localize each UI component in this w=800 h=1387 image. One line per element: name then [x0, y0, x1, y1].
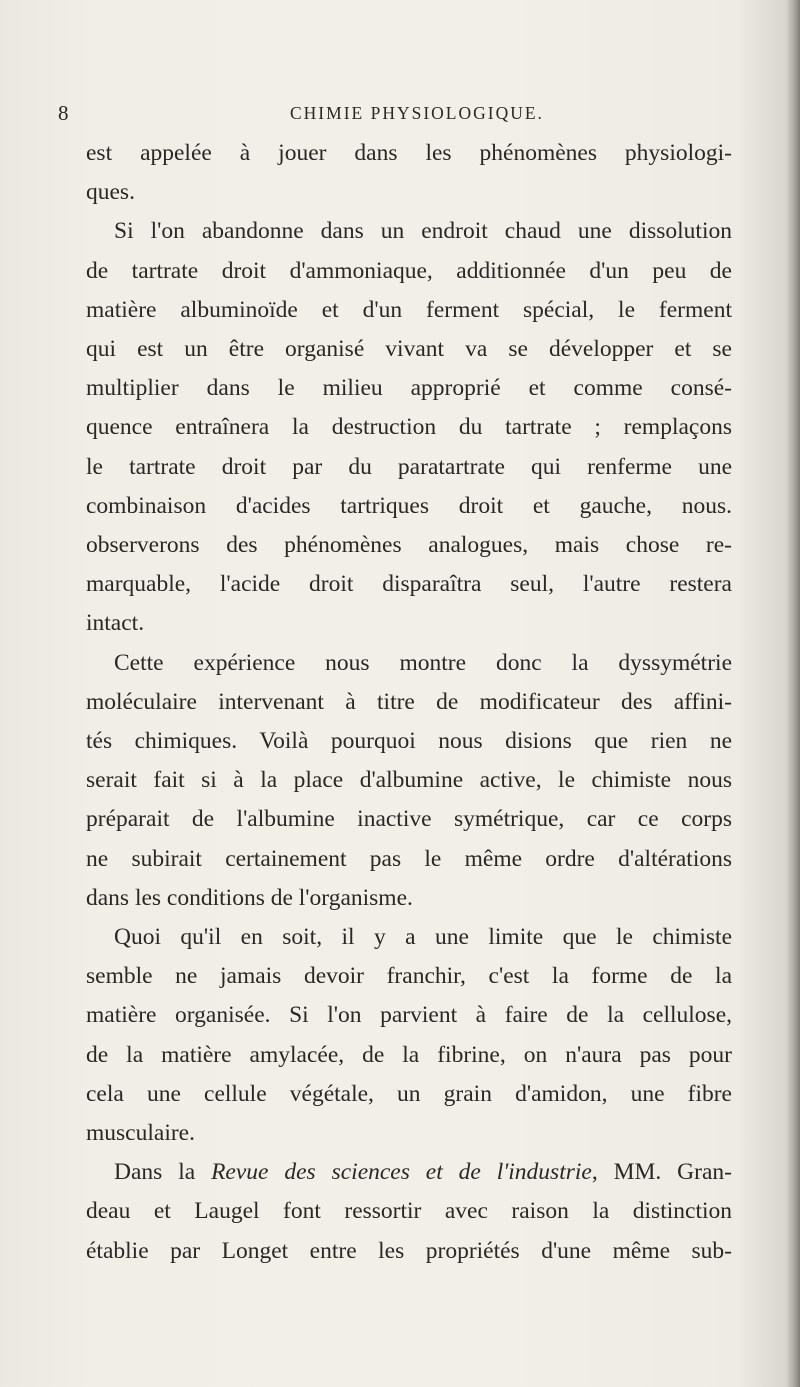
text-line: multiplier dans le milieu approprié et comme consé-	[86, 375, 732, 402]
page-number: 8	[58, 101, 69, 125]
body-text	[86, 134, 732, 1271]
paragraph-4	[86, 918, 732, 1153]
paragraph-3	[86, 644, 732, 918]
text-line: ques.	[86, 179, 135, 206]
text-line: est appelée à jouer dans les phénomènes physiologi-	[86, 140, 732, 166]
text-line: Quoi qu'il en soit, il y a une limite que le chimiste	[114, 924, 732, 951]
paragraph-2	[86, 212, 732, 643]
text-fragment: , MM. Gran-	[591, 1159, 732, 1186]
text-line: Cette expérience nous montre donc la dyssymétrie	[114, 649, 732, 676]
text-line: de tartrate droit d'ammoniaque, additionnée d'un peu de	[86, 257, 732, 284]
text-line: préparait de l'albumine inactive symétrique, car ce corps	[86, 806, 732, 833]
page-header	[0, 101, 800, 131]
text-line: intact.	[86, 610, 145, 637]
text-line: de la matière amylacée, de la fibrine, on n'aura pas pour	[86, 1041, 732, 1068]
page-edge-shadow	[786, 0, 800, 1387]
text-fragment: Dans la	[114, 1159, 212, 1186]
text-line: combinaison d'acides tartriques droit et gauche, nous.	[86, 492, 732, 519]
paragraph-5	[86, 1153, 732, 1271]
text-line: musculaire.	[86, 1120, 195, 1147]
text-line: ne subirait certainement pas le même ordre d'altérations	[86, 845, 732, 872]
paragraph-1	[86, 134, 732, 212]
journal-title: Revue des sciences et de l'industrie	[211, 1159, 592, 1186]
text-line: matière albuminoïde et d'un ferment spécial, le ferment	[86, 296, 732, 323]
text-line: semble ne jamais devoir franchir, c'est la forme de la	[86, 963, 732, 990]
text-line: cela une cellule végétale, un grain d'amidon, une fibre	[86, 1080, 732, 1107]
text-line: serait fait si à la place d'albumine active, le chimiste nous	[86, 767, 732, 794]
text-line: le tartrate droit par du paratartrate qui renferme une	[86, 453, 732, 480]
text-line: tés chimiques. Voilà pourquoi nous disions que rien ne	[86, 728, 732, 755]
text-line: établie par Longet entre les propriétés d'une même sub-	[86, 1237, 732, 1264]
text-line: quence entraînera la destruction du tartrate ; remplaçons	[86, 414, 732, 441]
text-line: observerons des phénomènes analogues, mais chose re-	[86, 532, 732, 559]
text-line: matière organisée. Si l'on parvient à faire de la cellulose,	[86, 1002, 732, 1029]
text-line: qui est un être organisé vivant va se développer et se	[86, 336, 732, 363]
text-line: marquable, l'acide droit disparaîtra seul, l'autre restera	[86, 571, 732, 598]
running-title: CHIMIE PHYSIOLOGIQUE.	[290, 103, 544, 123]
text-line: moléculaire intervenant à titre de modificateur des affini-	[86, 688, 732, 715]
text-line: Si l'on abandonne dans un endroit chaud une dissolution	[114, 218, 732, 245]
text-line	[86, 1153, 732, 1192]
text-line: deau et Laugel font ressortir avec raison la distinction	[86, 1198, 732, 1225]
text-line: dans les conditions de l'organisme.	[86, 884, 413, 911]
